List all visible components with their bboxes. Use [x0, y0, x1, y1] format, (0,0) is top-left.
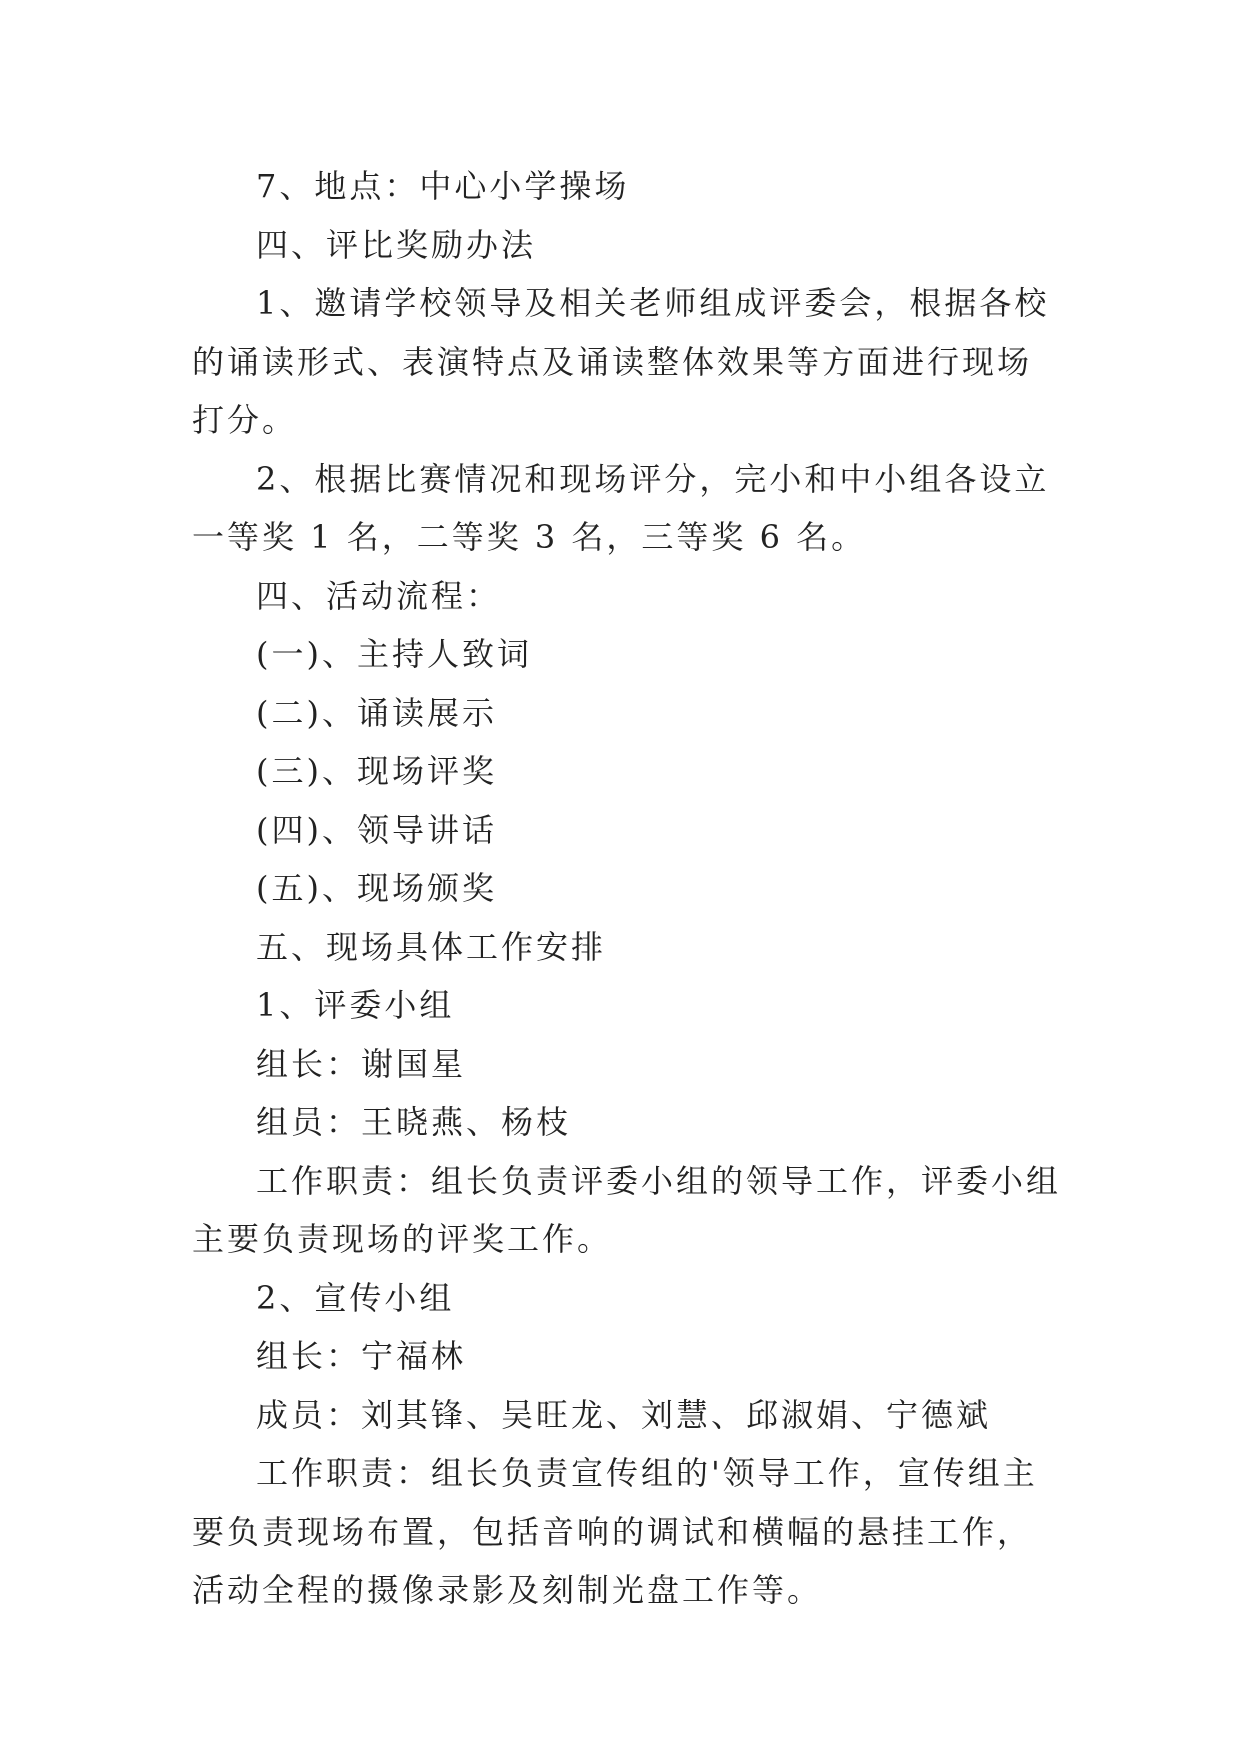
- subheading-publicity-group: 2、宣传小组: [256, 1278, 455, 1317]
- flow-item-1: (一)、主持人致词: [256, 635, 532, 673]
- subheading-judging-group: 1、评委小组: [256, 986, 455, 1024]
- judging-group-members: 组员：王晓燕、杨枝: [256, 1103, 572, 1141]
- flow-item-2: (二)、诵读展示: [256, 693, 497, 732]
- flow-item-4: (四)、领导讲话: [256, 810, 497, 849]
- judging-group-duties: 工作职责：组长负责评委小组的领导工作，评委小组主要负责现场的评奖工作。: [192, 1161, 1062, 1258]
- publicity-group-leader: 组长：宁福林: [256, 1337, 467, 1375]
- publicity-group-members: 成员：刘其锋、吴旺龙、刘慧、邱淑娟、宁德斌: [256, 1395, 992, 1434]
- document-body: [192, 157, 1062, 1620]
- heading-work-arrangement: 五、现场具体工作安排: [256, 927, 607, 966]
- judging-group-leader: 组长：谢国星: [256, 1044, 467, 1083]
- flow-item-3: (三)、现场评奖: [256, 752, 497, 790]
- paragraph-judging-committee: 1、邀请学校领导及相关老师组成评委会，根据各校的诵读形式、表演特点及诵读整体效果等方面进行现场打分。: [192, 284, 1050, 439]
- heading-activity-flow: 四、活动流程：: [256, 576, 502, 615]
- heading-award-method: 四、评比奖励办法: [256, 225, 537, 264]
- paragraph-awards: 2、根据比赛情况和现场评分，完小和中小组各设立一等奖 1 名，二等奖 3 名，三等奖 6 名。: [192, 459, 1050, 556]
- paragraph-location: 7、地点：中心小学操场: [256, 167, 630, 205]
- publicity-group-duties: 工作职责：组长负责宣传组的'领导工作，宣传组主要负责现场布置，包括音响的调试和横幅的悬挂工作，活动全程的摄像录影及刻制光盘工作等。: [192, 1454, 1038, 1609]
- flow-item-5: (五)、现场颁奖: [256, 869, 497, 907]
